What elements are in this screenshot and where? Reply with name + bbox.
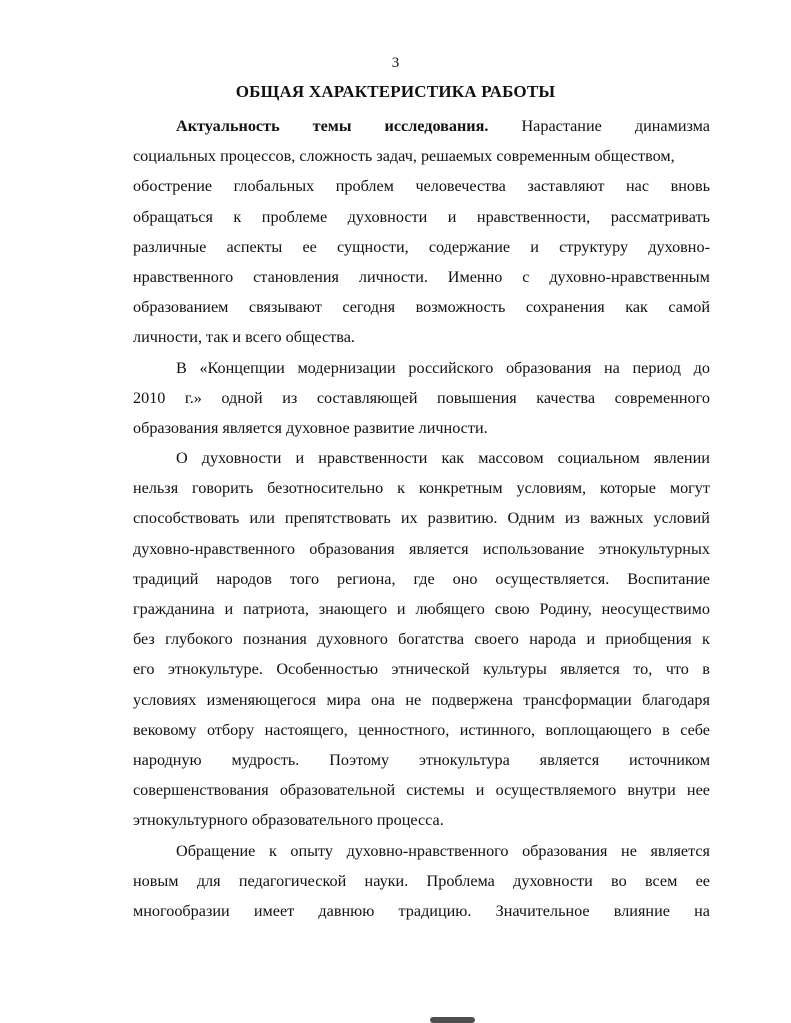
word: составляющей [316, 388, 418, 407]
text-line [133, 624, 710, 654]
word: Проблема [426, 871, 495, 890]
paragraph [133, 353, 710, 444]
word: без [133, 630, 155, 649]
word: до [693, 358, 710, 377]
text-line [133, 866, 710, 896]
word: их [400, 509, 418, 528]
word: условиям, [516, 479, 587, 498]
text-line [133, 111, 710, 141]
word: педагогической [238, 871, 347, 890]
word: образовательной [279, 781, 396, 800]
word: обращаться [133, 207, 213, 226]
word: возможность [415, 298, 506, 317]
word: она [371, 690, 395, 709]
word: к [268, 841, 277, 860]
word: духовно-нравственного [133, 539, 295, 558]
word: личности, так и всего общества. [133, 328, 355, 347]
word: как [625, 298, 648, 317]
word: Поэтому [329, 750, 390, 769]
text-line [133, 413, 710, 443]
word: ее [695, 871, 710, 890]
word: новым [133, 871, 179, 890]
word: на [694, 901, 710, 920]
word: Именно [447, 267, 503, 286]
text-line [133, 232, 710, 262]
word: влияние [613, 901, 670, 920]
text-line [133, 292, 710, 322]
word: осуществляется. [495, 569, 610, 588]
text-line [133, 685, 710, 715]
word: образования [522, 841, 608, 860]
word: исследования. [384, 117, 489, 135]
word: условиях [133, 690, 197, 709]
word: могут [669, 479, 710, 498]
word: трансформации [523, 690, 632, 709]
word: любящего [415, 600, 485, 618]
word: говорить [192, 479, 254, 498]
word: не [405, 690, 422, 709]
word: осуществляемого [495, 781, 617, 800]
section-heading: ОБЩАЯ ХАРАКТЕРИСТИКА РАБОТЫ [235, 82, 556, 101]
word: опыту [290, 841, 333, 860]
text-line [133, 383, 710, 413]
word: народа [529, 630, 577, 649]
word: нравственности, [476, 207, 591, 226]
word: к [702, 630, 710, 649]
word: не [621, 841, 637, 860]
word: становления [253, 267, 339, 286]
text-line [133, 836, 710, 866]
word: к [233, 207, 242, 226]
word: образования [309, 539, 395, 558]
word: изменяющегося [206, 690, 317, 709]
word: темы [312, 117, 352, 135]
word: как [441, 449, 465, 468]
word: важных [589, 509, 644, 528]
word: на [603, 358, 620, 377]
word: духовности [201, 449, 282, 468]
word: неосуществимо [601, 600, 710, 618]
word: где [413, 569, 435, 588]
word: традицию. [398, 901, 472, 920]
paragraph [133, 111, 710, 353]
text-line [133, 202, 710, 232]
word: образованием [133, 298, 229, 317]
word: системы [406, 781, 465, 800]
word: подвержена [431, 690, 513, 709]
word: отбору [206, 720, 255, 739]
word: к [397, 479, 405, 498]
word: Значительное [495, 901, 590, 920]
text-line [133, 322, 710, 352]
word: Актуальность [176, 117, 280, 135]
word: конкретным [418, 479, 503, 498]
word: источником [629, 750, 710, 769]
word: мира [326, 690, 361, 709]
word: аспекты [226, 237, 283, 256]
word: многообразии [133, 901, 230, 920]
word: «Концепции [199, 358, 285, 377]
word: культуры [483, 660, 547, 679]
word: одной [221, 388, 263, 407]
word: условий [653, 509, 710, 528]
text-line [133, 654, 710, 684]
word: своего [474, 630, 519, 649]
text-line [133, 805, 710, 835]
word: этнокультуре. [167, 660, 263, 679]
scan-artifact [430, 1017, 475, 1023]
word: внутри [627, 781, 676, 800]
word: духовного [317, 630, 388, 649]
word: сегодня [342, 298, 396, 317]
word: рассматривать [610, 207, 710, 226]
word: сущности, [337, 237, 409, 256]
word: познания [243, 630, 307, 649]
word: для [196, 871, 221, 890]
word: заставляют [527, 177, 605, 196]
word: социальном [557, 449, 640, 468]
word: и [224, 600, 234, 618]
text-line [133, 353, 710, 383]
word: глобальных [233, 177, 315, 196]
word: нельзя [133, 479, 179, 498]
word: духовности [513, 871, 593, 890]
word: является [409, 539, 469, 558]
word: развитию. [427, 509, 498, 528]
word: или [249, 509, 275, 528]
word: во [611, 871, 627, 890]
text-line [133, 534, 710, 564]
word: глубокого [165, 630, 233, 649]
word: гражданина [133, 600, 215, 618]
text-line [133, 503, 710, 533]
word: О [176, 449, 188, 468]
word: нас [626, 177, 650, 196]
word: использование [482, 539, 585, 558]
word: и [586, 630, 596, 649]
word: Воспитание [627, 569, 710, 588]
word: является [560, 660, 620, 679]
word: себе [680, 720, 710, 739]
text-line [133, 715, 710, 745]
text-line [133, 443, 710, 473]
word: духовно- [648, 237, 710, 256]
word: совершенствования [133, 781, 269, 800]
word: того [289, 569, 320, 588]
word: и [396, 600, 406, 618]
word: приобщения [605, 630, 692, 649]
word: то, [633, 660, 653, 679]
word: образования является духовное развитие личности. [133, 418, 488, 437]
word: которые [599, 479, 656, 498]
word: Обращение [176, 841, 256, 860]
word: из [564, 509, 580, 528]
word: в [662, 720, 670, 739]
word: модернизации [297, 358, 396, 377]
word: социальных процессов, сложность задач, решаемых современным обществом, [133, 147, 675, 166]
word: патриота, [243, 600, 309, 618]
word: российского [408, 358, 494, 377]
word: народов [216, 569, 272, 588]
word: Особенностью [276, 660, 379, 679]
word: и [475, 781, 485, 800]
text-line [133, 896, 710, 926]
word: оно [452, 569, 478, 588]
word: является [539, 750, 600, 769]
text-line [133, 262, 710, 292]
word: нравственности [318, 449, 428, 468]
word: имеет [253, 901, 295, 920]
word: проблеме [261, 207, 328, 226]
paragraph [133, 443, 710, 835]
word: личности. [358, 267, 428, 286]
word: духовно-нравственного [346, 841, 509, 860]
word: духовности [347, 207, 428, 226]
word: способствовать [133, 509, 240, 528]
word: и [447, 207, 457, 226]
word: этнокультурного образовательного процесса. [133, 811, 444, 830]
word: самой [668, 298, 710, 317]
word: в [702, 660, 710, 679]
word: Родину, [539, 600, 592, 618]
word: качества [536, 388, 596, 407]
text-line [133, 594, 710, 624]
word: различные [133, 237, 207, 256]
body-text [133, 111, 710, 926]
word: безотносительно [267, 479, 384, 498]
word: нее [686, 781, 710, 800]
word: г.» [184, 388, 202, 407]
word: его [133, 660, 155, 679]
word: В [176, 358, 187, 377]
word: 2010 [133, 388, 166, 407]
word: является [650, 841, 710, 860]
word: вековому [133, 720, 197, 739]
text-line [133, 564, 710, 594]
word: препятствовать [284, 509, 391, 528]
word: Одним [507, 509, 555, 528]
word: благодаря [642, 690, 710, 709]
word: связывают [248, 298, 322, 317]
word: явлении [653, 449, 710, 468]
word: динамизма [634, 117, 710, 135]
word: проблем [335, 177, 394, 196]
word: ценностного, [358, 720, 450, 739]
word: из [282, 388, 298, 407]
word: сохранения [525, 298, 605, 317]
word: нравственного [133, 267, 234, 286]
word: и [295, 449, 305, 468]
word: современного [614, 388, 710, 407]
word: этнической [391, 660, 470, 679]
paragraph [133, 836, 710, 927]
word: знающего [318, 600, 388, 618]
word: науки. [364, 871, 409, 890]
word: человечества [415, 177, 506, 196]
word: массовом [478, 449, 544, 468]
text-line [133, 141, 710, 171]
word: традиций [133, 569, 199, 588]
word: вновь [670, 177, 710, 196]
word: содержание [428, 237, 511, 256]
word: богатства [398, 630, 465, 649]
word: духовно-нравственным [549, 267, 710, 286]
word: региона, [336, 569, 396, 588]
word: настоящего, [264, 720, 348, 739]
word: период [632, 358, 681, 377]
word: свою [494, 600, 530, 618]
text-line [133, 473, 710, 503]
word: структуру [559, 237, 629, 256]
word: этнокультура [418, 750, 510, 769]
word: истинного, [459, 720, 536, 739]
word: воплощающего [545, 720, 652, 739]
text-line [133, 775, 710, 805]
word: что [665, 660, 689, 679]
word: мудрость. [231, 750, 300, 769]
word: этнокультурных [598, 539, 710, 558]
word: ее [302, 237, 317, 256]
text-line [133, 745, 710, 775]
word: Нарастание [521, 117, 602, 135]
word: и [530, 237, 539, 256]
word: всем [644, 871, 678, 890]
word: повышения [437, 388, 517, 407]
word: народную [133, 750, 202, 769]
text-line [133, 171, 710, 201]
word: давнюю [318, 901, 375, 920]
page-number: 3 [391, 55, 400, 71]
word: образования [505, 358, 592, 377]
word: с [522, 267, 530, 286]
word: обострение [133, 177, 213, 196]
